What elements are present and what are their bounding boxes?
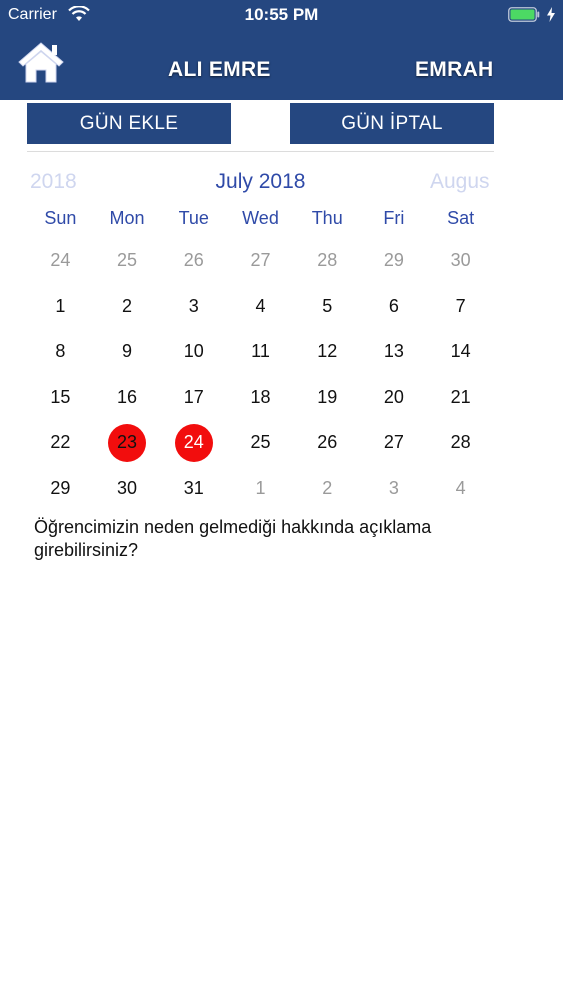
calendar-day[interactable] bbox=[427, 238, 494, 284]
carrier-label: Carrier bbox=[8, 6, 57, 23]
calendar-day-number: 24 bbox=[175, 424, 213, 462]
calendar-day-number: 3 bbox=[188, 295, 199, 316]
weekday-header bbox=[27, 208, 494, 234]
calendar-day[interactable] bbox=[427, 466, 494, 512]
calendar-day[interactable] bbox=[27, 329, 94, 375]
calendar-day-number: 20 bbox=[383, 386, 404, 407]
calendar-day-number: 15 bbox=[50, 386, 71, 407]
calendar-day-selected[interactable] bbox=[94, 420, 161, 466]
app-header bbox=[0, 0, 563, 100]
charging-icon bbox=[546, 7, 556, 22]
calendar-day-number: 4 bbox=[455, 477, 466, 498]
calendar-day-number: 4 bbox=[255, 295, 266, 316]
calendar-day[interactable] bbox=[361, 420, 428, 466]
weekday-label: Wed bbox=[242, 208, 279, 228]
calendar-day[interactable] bbox=[427, 329, 494, 375]
add-day-button[interactable]: GÜN EKLE bbox=[27, 103, 231, 144]
calendar-day[interactable] bbox=[160, 375, 227, 421]
calendar-day-selected[interactable] bbox=[160, 420, 227, 466]
divider bbox=[27, 151, 494, 152]
calendar-day[interactable] bbox=[160, 284, 227, 330]
calendar-day[interactable] bbox=[427, 284, 494, 330]
calendar-day-number: 16 bbox=[117, 386, 138, 407]
calendar-day-number: 24 bbox=[50, 250, 71, 271]
calendar-day-number: 5 bbox=[322, 295, 333, 316]
calendar-day[interactable] bbox=[27, 284, 94, 330]
calendar-day-number: 10 bbox=[183, 341, 204, 362]
calendar-day-number: 8 bbox=[55, 341, 66, 362]
calendar-day-number: 19 bbox=[317, 386, 338, 407]
calendar-day-number: 28 bbox=[317, 250, 338, 271]
calendar-day[interactable] bbox=[160, 466, 227, 512]
status-bar bbox=[0, 0, 563, 30]
calendar-day-number: 29 bbox=[383, 250, 404, 271]
calendar-day[interactable] bbox=[361, 375, 428, 421]
previous-month-label[interactable]: 2018 bbox=[30, 170, 77, 193]
calendar-day-number: 6 bbox=[388, 295, 399, 316]
calendar-day-number: 2 bbox=[322, 477, 333, 498]
calendar-day[interactable] bbox=[294, 329, 361, 375]
calendar-day[interactable] bbox=[427, 375, 494, 421]
calendar-day[interactable] bbox=[94, 466, 161, 512]
calendar-day-number: 12 bbox=[317, 341, 338, 362]
battery-icon bbox=[508, 7, 540, 22]
absence-question-text: Öğrencimizin neden gelmediği hakkında açıklama girebilirsiniz? bbox=[34, 517, 432, 560]
calendar-day-number: 1 bbox=[55, 295, 66, 316]
calendar-day-number: 7 bbox=[455, 295, 466, 316]
calendar-day-number: 23 bbox=[108, 424, 146, 462]
home-icon[interactable] bbox=[16, 40, 66, 84]
calendar-day-number: 31 bbox=[183, 477, 204, 498]
calendar-day[interactable] bbox=[27, 238, 94, 284]
calendar-day-number: 18 bbox=[250, 386, 271, 407]
calendar-day[interactable] bbox=[160, 329, 227, 375]
calendar-day-number: 27 bbox=[250, 250, 271, 271]
calendar-day-number: 14 bbox=[450, 341, 471, 362]
calendar-day[interactable] bbox=[294, 420, 361, 466]
weekday-label: Sat bbox=[447, 208, 475, 228]
teacher-name-tab[interactable]: EMRAH bbox=[415, 58, 494, 81]
calendar-day-number: 3 bbox=[388, 477, 399, 498]
calendar-day[interactable] bbox=[227, 238, 294, 284]
weekday-label: Tue bbox=[178, 208, 209, 228]
calendar-day-number: 30 bbox=[117, 477, 138, 498]
clock: 10:55 PM bbox=[244, 5, 319, 24]
calendar-day-number: 1 bbox=[255, 477, 266, 498]
calendar-day[interactable] bbox=[27, 420, 94, 466]
calendar-day-number: 28 bbox=[450, 432, 471, 453]
calendar-day-number: 17 bbox=[183, 386, 204, 407]
calendar-day-number: 26 bbox=[317, 432, 338, 453]
calendar-day-number: 11 bbox=[251, 341, 270, 362]
calendar-day[interactable] bbox=[361, 238, 428, 284]
calendar-day[interactable] bbox=[227, 375, 294, 421]
calendar-day[interactable] bbox=[27, 375, 94, 421]
calendar-day[interactable] bbox=[427, 420, 494, 466]
calendar-day-number: 26 bbox=[183, 250, 204, 271]
calendar-day[interactable] bbox=[227, 284, 294, 330]
calendar-grid bbox=[27, 238, 494, 511]
calendar-day[interactable] bbox=[227, 466, 294, 512]
calendar-day[interactable] bbox=[94, 375, 161, 421]
calendar-day[interactable] bbox=[94, 238, 161, 284]
calendar-day-number: 21 bbox=[450, 386, 471, 407]
calendar-day-number: 22 bbox=[50, 432, 71, 453]
calendar-day[interactable] bbox=[294, 284, 361, 330]
calendar-day[interactable] bbox=[160, 238, 227, 284]
calendar-day-number: 13 bbox=[383, 341, 404, 362]
weekday-label: Mon bbox=[109, 208, 145, 228]
calendar-day[interactable] bbox=[294, 375, 361, 421]
calendar-day[interactable] bbox=[294, 466, 361, 512]
current-month-title: July 2018 bbox=[215, 170, 306, 193]
calendar-day[interactable] bbox=[361, 466, 428, 512]
calendar-day[interactable] bbox=[227, 420, 294, 466]
calendar-day-number: 27 bbox=[383, 432, 404, 453]
calendar-day-number: 9 bbox=[122, 341, 133, 362]
calendar-day[interactable] bbox=[94, 284, 161, 330]
weekday-label: Fri bbox=[383, 208, 405, 228]
cancel-day-button[interactable]: GÜN İPTAL bbox=[290, 103, 494, 144]
calendar-day[interactable] bbox=[294, 238, 361, 284]
calendar-day[interactable] bbox=[227, 329, 294, 375]
calendar-day-number: 25 bbox=[250, 432, 271, 453]
calendar-day[interactable] bbox=[94, 329, 161, 375]
calendar-day-number: 30 bbox=[450, 250, 471, 271]
calendar-day-number: 29 bbox=[50, 477, 71, 498]
next-month-label[interactable]: Augus bbox=[430, 170, 490, 193]
weekday-label: Sun bbox=[44, 208, 77, 228]
weekday-label: Thu bbox=[311, 208, 343, 228]
calendar-day[interactable] bbox=[361, 284, 428, 330]
calendar-day-number: 2 bbox=[122, 295, 133, 316]
student-name-tab[interactable]: ALI EMRE bbox=[168, 58, 271, 81]
calendar-day-number: 25 bbox=[117, 250, 138, 271]
calendar-day[interactable] bbox=[361, 329, 428, 375]
calendar-day[interactable] bbox=[27, 466, 94, 512]
